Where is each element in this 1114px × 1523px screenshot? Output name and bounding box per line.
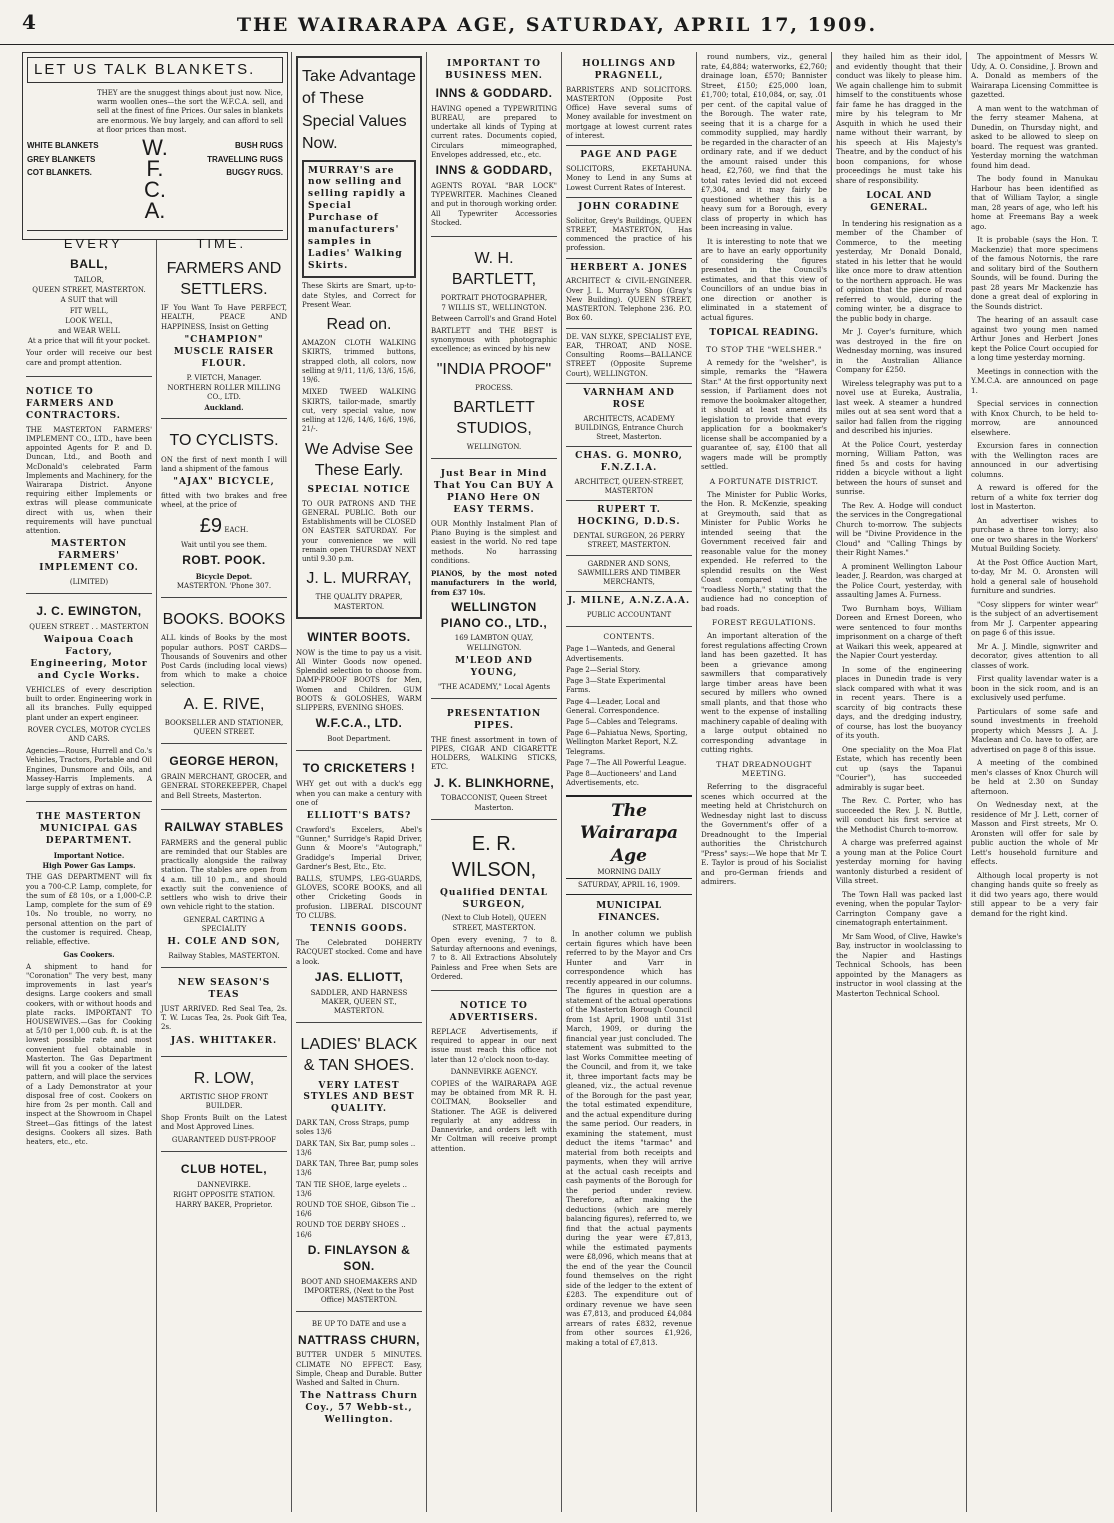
wellington-piano: WELLINGTON PIANO CO., LTD.,	[440, 599, 548, 630]
piano-body: OUR Monthly Instalment Plan of Piano Buying is the simplest and easiest in the world. No red tape methods. No harrassing conditions.	[431, 519, 557, 565]
india-proof: "INDIA PROOF"	[436, 360, 552, 378]
to-cyclists-ad	[161, 422, 287, 598]
news-paragraph: In tendering his resignation as a member of the Chamber of Commerce, to the meeting yesterday, Mr Donald Donald, stated in his letter that he would like once more to draw attention to the northern approach. He was of opinion that the piece of road referred to would, during the coming winter, be a disgrace to the public body in charge.	[836, 218, 962, 323]
jl-murray: J. L. MURRAY,	[306, 570, 412, 588]
inns-goddard-ad	[431, 52, 557, 237]
winter-headline: WINTER BOOTS.	[307, 629, 411, 644]
murray-body: These Skirts are Smart, up-to-date Styles, and Correct for Present Wear.	[302, 282, 416, 309]
contents-item: Page 2—Serial Story.	[566, 665, 641, 674]
northern-milling: NORTHERN ROLLER MILLING CO., LTD.	[167, 383, 281, 402]
farmers-headline: FARMERS AND SETTLERS.	[166, 260, 282, 299]
wilson-ad	[431, 823, 557, 991]
wp-address: 169 LAMBTON QUAY, WELLINGTON.	[454, 634, 534, 652]
rive-name: A. E. RIVE,	[183, 695, 265, 713]
blinkhorne: J. K. BLINKHORNE,	[433, 775, 555, 790]
advise-headline: We Advise See These Early.	[304, 440, 414, 479]
gas-notice: Important Notice.	[53, 851, 125, 860]
nattrass-churn-ad	[296, 1315, 422, 1435]
heron-body: GRAIN MERCHANT, GROCER, and GENERAL STOREKEEPER, Chapel and Bell Streets, Masterton.	[161, 773, 287, 800]
advertisers-body: REPLACE Advertisements, if required to appear in our next issue must reach this office not later than 12 o'clock noon to-day.	[431, 1027, 557, 1064]
news-paragraph: The Rev. A. Hodge will conduct the services in the Congregational Church to-morrow. The subjects will be "Divine Providence in the Cloud" and "Calling Things by their Right Names."	[836, 500, 962, 558]
cricketers-headline: TO CRICKETERS !	[302, 761, 416, 776]
pook-address: MASTERTON. 'Phone 307.	[176, 582, 272, 591]
books-headline: BOOKS. BOOKS	[162, 611, 286, 629]
welsher-subhead: TO STOP THE "WELSHER."	[706, 344, 822, 354]
blank-item: BUSH RUGS	[234, 140, 283, 150]
murray-ad	[296, 56, 422, 619]
dreadnought-subhead: THAT DREADNOUGHT MEETING.	[716, 759, 812, 779]
club-hotel-ad	[161, 1155, 287, 1217]
balls-line: BALLS, STUMPS, LEG-GUARDS, GLOVES, SCORE BOOKS, and all other Cricketing Goods in profusion. LIBERAL DISCOUNT TO CLUBS.	[296, 875, 422, 920]
club-body: RIGHT OPPOSITE STATION.	[173, 1190, 275, 1199]
paper-name: The Wairarapa Age	[580, 800, 678, 866]
news-paragraph: Particulars of some safe and sound investments in freehold property which Messrs J. A. J. Maclean and Co. have to offer, are advertised on page 8 of this issue.	[971, 706, 1098, 754]
r-low-ad	[161, 1060, 287, 1152]
gas-body: THE GAS DEPARTMENT will fix you a 700-C.P. Lamp, complete, for the sum of £8 10s, or a 1,000-C.P. Lamp, complete for the sum of £9 10s. No trouble, no worry, no personal attention on the part of the customer is required. Cheap, reliable, effective.	[26, 873, 152, 947]
dannevirke-head: DANNEVIRKE AGENCY.	[450, 1067, 538, 1076]
club-place: DANNEVIRKE.	[197, 1180, 251, 1189]
page-and-page: PAGE AND PAGE	[580, 150, 678, 161]
jones-sub: ARCHITECT & CIVIL-ENGINEER. Over J. L. Murray's Shop (Gray's New Building). QUEEN STREET, MASTERTON. Telephone 236. P.O. Box 60.	[566, 277, 692, 323]
finances-body: In another column we publish certain figures which have been referred to by the Mayor and Crs Hunter and Varr in correspondence which has recently appeared in our columns. The figures in question are a statement of the actual operations of the Masterton Borough Council from 1st April, 1908 until 31st March, 1909, or during the financial year just concluded. The statement was submitted to the last Works Committee meeting of the Council, and from it, we take it, three important facts may be gleaned, viz., the actual revenue of the Borough for the past year, the total estimated expenditure, and the actual expenditure during the same period. Our readers, in examining the statement, must deduct the items "tarmac" and material from both receipts and payments, when they will arrive at the actual cash receipts and cash payments of the Borough for the period under review. Therefore, after making the deductions (which are merely balancing figures), referred to, we find that the actual payments during the year were £7,813, while the estimated payments were £8,096, which means that at the end of the year the Council found themselves on the right side of the ledger to the extent of £283. The expenditure out of ordinary revenue we have seen was £7,813, and produced £4,084 arrears of rates £832, revenue from other sources £1,926, making a total of £7,813.	[566, 929, 692, 1347]
every-time: EVERY TIME.	[27, 230, 283, 252]
contents-item: Page 5—Cables and Telegrams.	[566, 718, 678, 726]
article-paragraph: round numbers, viz., general rate, £4,884; waterworks, £2,760; drainage loan, £570; Bannister Street, £150; £25,000 loan, £1,700; total, £10,084, or, say, .01 per cent. of the capital value of the Borough. The water rate, seeing that it is a charge for a commodity supplied, may hardly be regarded in the character of an ordinary rate, and if we deduct the amount raised under this head, £2,760, we find that the total rates levied did not exceed £7,304, and it may fairly be questioned whether this is a heavy sum for a Borough, every class of property in which has been increasing in value.	[701, 52, 827, 232]
pianos-line: PIANOS, by the most noted manufacturers in the world, from £37 10s.	[431, 569, 557, 597]
inns2-name: INNS & GODDARD,	[435, 162, 553, 177]
blankets-headline: LET US TALK BLANKETS.	[27, 57, 283, 83]
books-ad	[161, 601, 287, 744]
farmers-settlers-ad	[161, 250, 287, 419]
vanslyke: DE. VAN SLYKE, SPECIALIST EYE, EAR, THROAT, AND NOSE. Consulting Rooms—BALLANCE STREET (Opposite Supreme Court), WELLINGTON.	[566, 332, 692, 378]
inns2-sub: AGENTS ROYAL "BAR LOCK" TYPEWRITER. Machines Cleaned and put in thorough working order. All Typewriter Accessories Stocked.	[431, 181, 557, 227]
topical-headline: TOPICAL READING.	[709, 328, 819, 338]
news-paragraph: At the Post Office Auction Mart, to-day, Mr M. O. Aronsten will hold a general sale of household furniture and sundries.	[971, 557, 1098, 595]
ball-tailor-ad	[26, 250, 152, 377]
leader-masthead	[566, 795, 692, 896]
blank-item: TRAVELLING RUGS	[207, 154, 283, 164]
ajax-price: £9	[199, 515, 223, 538]
read-on: Read on.	[326, 316, 392, 334]
shoe-item: DARK TAN, Three Bar, pump soles 13/6	[296, 1160, 419, 1178]
finlayson-name: D. FINLAYSON & SON.	[307, 1242, 411, 1273]
contents-item: Page 1—Wanteds, and General Advertisements.	[566, 645, 676, 663]
low-name: R. LOW,	[193, 1069, 255, 1087]
nattrass-name: NATTRASS CHURN,	[298, 1332, 420, 1347]
let-us-talk-blankets-ad	[22, 52, 288, 251]
monro: CHAS. G. MONRO, F.N.Z.I.A.	[575, 451, 683, 474]
leader-date: SATURDAY, APRIL 16, 1909.	[566, 878, 692, 890]
shoe-item: TAN TIE SHOE, large eyelets .. 13/6	[296, 1180, 407, 1198]
contents-block	[566, 632, 692, 788]
wilson-sub: Qualified DENTAL SURGEON,	[440, 887, 548, 910]
tweed-skirts: MIXED TWEED WALKING SKIRTS, tailor-made, smartly cut, very special value, now selling at 12/6, 14/6, 16/6, 19/6, 21/-.	[302, 388, 416, 434]
vietch-manager: P. VIETCH, Manager.	[186, 373, 262, 382]
page-sub: SOLICITORS, EKETAHUNA. Money to Lend in any Sums at Lowest Current Rates of Interest.	[566, 165, 692, 192]
column-8	[967, 52, 1102, 1512]
blankets-intro: THEY are the snuggest things about just now. Nice, warm woollen ones—the sort the W.F.C.A. sell, and sell at the finest of fine Prices. Our sales in blankets are enormous. We buy largely, and can afford to sell at floor prices than most.	[97, 88, 283, 134]
article-paragraph: An important alteration of the forest regulations affecting Crown land has been gazetted. It has been a grievance among sawmillers that comparatively large timber areas have been secured by millers who owned small plants, and that those who went to the expense of installing machinery capable of dealing with a large output obtained no corresponding advantage in cutting rights.	[701, 631, 827, 755]
limited: (LIMITED)	[69, 578, 109, 586]
blank-item: COT BLANKETS.	[27, 168, 92, 178]
wilson-hours: Open every evening, 7 to 8. Saturday afternoons and evenings, 7 to 8. All Extractions Absolutely Painless and Free when Sets are Ordered.	[431, 935, 557, 981]
special-body: TO OUR PATRONS AND THE GENERAL PUBLIC. Both our Establishments will be CLOSED ON EASTER SATURDAY. For your convenience we will remain open THURSDAY NEXT until 9.30 p.m.	[302, 499, 416, 564]
article-paragraph: A remedy for the "welsher", is simple, remarks the "Hawera Star." At the first opportunity next session, if Parliament does not remove the bookmaker altogether, it should at least amend its legislation to provide that every application for a bookmaker's license shall be accompanied by a guarantee of, say, £100 that all wagers made will be promptly settled.	[701, 357, 827, 472]
column-5	[562, 52, 697, 1512]
news-paragraph: The Town Hall was packed last evening, when the popular Taylor-Carrington Company gave a cinematograph entertainment.	[836, 889, 962, 928]
news-paragraph: Mr Sam Wood, of Clive, Hawke's Bay, instructor in woolclassing to the Napier and Hastings Technical Schools, has been appointed by the Managers as instructor in wool classing at the Masterton Technical School.	[836, 931, 962, 998]
hocking-sub: DENTAL SURGEON, 26 PERRY STREET, MASTERTON.	[573, 532, 685, 550]
carting: GENERAL CARTING A SPECIALITY	[183, 915, 265, 933]
ewington-ad	[26, 597, 152, 802]
news-paragraph: Two Burnham boys, William Doreen and Ernest Doreen, who were sentenced to four months imprisonment on a charge of theft at Waikari this week, appeared at the Napier Court yesterday.	[836, 603, 962, 661]
contents-item: Page 7—The All Powerful League.	[566, 758, 687, 767]
news-paragraph: The body found in Manukau Harbour has been identified as that of William Taylor, a single man, 28 years of age, who left his home at Freemans Bay a week ago.	[971, 174, 1098, 231]
churn-head: BE UP TO DATE and use a	[311, 1320, 407, 1329]
copies-body: COPIES of the WAIRARAPA AGE may be obtained from MR R. H. COLTMAN, Bookseller and Stationer. The AGE is delivered regularly at any address in Dannevirke, and orders left with Mr Coltman will receive prompt attention.	[431, 1079, 557, 1153]
news-paragraph: A prominent Wellington Labour leader, J. Reardon, was charged at the Police Court, yesterday, with assaulting James A. Furness.	[836, 561, 962, 600]
bartlett-ad	[431, 240, 557, 459]
ball-line: and WEAR WELL	[58, 327, 120, 335]
morning-daily: MORNING DAILY	[597, 867, 661, 876]
cricketers-ad	[296, 754, 422, 1023]
news-paragraph: First quality lavendar water is a boon in the sick room, and is an exclusively used perfume.	[971, 674, 1098, 702]
ladies-sub: VERY LATEST STYLES AND BEST QUALITY.	[303, 1080, 415, 1115]
fortunate-subhead: A FORTUNATE DISTRICT.	[709, 476, 819, 486]
cyclists-body: ON the first of next month I will land a shipment of the famous	[161, 455, 287, 473]
forest-subhead: FOREST REGULATIONS.	[712, 618, 816, 628]
cole-sub: Railway Stables, MASTERTON.	[168, 952, 280, 960]
news-paragraph: An advertiser wishes to purchase a three ton lorry; also one or two shares in the Workers' Mutual Building Society.	[971, 515, 1098, 553]
wilson-name: E. R. WILSON,	[451, 832, 537, 882]
farmers-body: IF You Want To Have PERFECT, HEALTH, PEACE AND HAPPINESS, Insist on Getting	[161, 304, 287, 331]
waipoua-body: VEHICLES of every description built to order. Engineering work in all its branches. Fully equipped plant under an expert engineer.	[26, 685, 152, 722]
news-paragraph: A meeting of the combined men's classes of Knox Church will be held at 2.30 on Sunday afternoon.	[971, 758, 1098, 796]
special-notice: SPECIAL NOTICE	[307, 484, 411, 495]
advertisers-head: NOTICE TO ADVERTISERS.	[449, 1001, 539, 1023]
bartlett-studios: BARTLETT STUDIOS,	[453, 398, 535, 438]
column-2	[157, 52, 292, 1512]
blankets-grid	[27, 134, 283, 223]
gas-cookers: Gas Cookers.	[63, 950, 115, 960]
ball-note: Your order will receive our best care and prompt attention.	[26, 349, 152, 367]
blank-item: WHITE BLANKETS	[27, 140, 99, 150]
article-paragraph: Referring to the disgraceful scenes which occurred at the meeting held at Christchurch on Wednesday night last to discuss the Government's offer of a Dreadnought to the Imperial authorities the Christchurch "Press" says:—We hope that Mr T. E. Taylor is proud of his Socialist and pro-German friends and admirers.	[701, 782, 827, 887]
agents-line: Agencies—Rouse, Hurrell and Co.'s Vehicles, Tractors, Portable and Oil Engines, Dunsmore and Oils, and Massey-Harris Implements. A large supply of extras on hand.	[26, 747, 152, 793]
wilson-address: (Next to Club Hotel), QUEEN STREET, MASTERTON.	[441, 914, 547, 932]
news-paragraph: One speciality on the Moa Flat Estate, which has recently been cut up (says the Tapanui "Courier"), has succeeded admirably is sugar beet.	[836, 744, 962, 792]
cricket-list: Crawford's Excelers, Abel's "Gunner," Surridge's Rapid Driver, Gunn & Moore's "Autograph," Gradidge's Imperial Driver, Gardner's Best, Etc., Etc.	[296, 825, 422, 871]
local-general-headline: LOCAL AND GENERAL.	[866, 191, 932, 213]
jl-sub: THE QUALITY DRAPER, MASTERTON.	[315, 593, 403, 611]
column-3	[292, 52, 427, 1512]
news-paragraph: Meetings in connection with the Y.M.C.A. are announced on page 1.	[971, 366, 1098, 395]
finances-headline: MUNICIPAL FINANCES.	[596, 901, 662, 924]
bartlett-trade: PORTRAIT PHOTOGRAPHER,	[440, 294, 548, 303]
cookers-body: A shipment to hand for "Coronation" The very best, many improvements in last year's designs. Large cookers and small cookers, with or without hoods and plate racks. IMPORTANT TO HOUSEWIVES.—Gas for Cooking at 5/10 per 1,000 cub. ft. is at the lowest possible rate and most convenient fuel obtainable in Masterton. The Gas Department will fit you a cooker of the latest pattern, and will place the services of a Lady Demonstrator at your disposal free of cost. Cookers on hire from 2s per month. Call and inspect at the Showroom in Chapel Street—Gas fittings of the latest designs. Cookers all sizes. Bath heaters, etc., etc.	[26, 962, 152, 1147]
contents-item: Page 6—Pahiatua News, Sporting, Wellington Market Report, N.Z. Telegrams.	[566, 729, 688, 756]
contents-head: CONTENTS.	[603, 632, 655, 642]
elliott-name: JAS. ELLIOTT,	[314, 969, 404, 984]
inns-body: HAVING opened a TYPEWRITING BUREAU, are prepared to undertake all kinds of Typing at current rates. Documents copied, Circulars mimeographed, Envelopes addressed, etc., etc.	[431, 104, 557, 159]
new-teas-ad	[161, 971, 287, 1056]
cyclists-headline: TO CYCLISTS.	[169, 432, 279, 450]
pragnell: HOLLINGS AND PRAGNELL,	[582, 59, 676, 81]
ball-line: At a price that will fit your pocket.	[27, 337, 151, 346]
news-paragraph: Although local property is not changing hands quite so freely as it did two years ago, there would still appear to be a very fair demand for the right kind.	[971, 870, 1098, 918]
article-paragraph: they hailed him as their idol, and evidently thought that their conduct was likely to please him. We again challenge him to submit himself to the constituents whose fair fame he has dragged in the mire by his telegram to Mr Asquith in which he used their name without their warrant, by his speech at His Majesty's Theatre, and by the conduct of his boon companions, for whose proceedings he must take his share of responsibility.	[836, 52, 962, 185]
blink-sub: TOBACCONIST, Queen Street Masterton.	[440, 794, 548, 812]
milne-sub: PUBLIC ACCOUNTANT	[586, 611, 672, 620]
news-paragraph: Mr A. J. Mindle, signwriter and decorator, gives attention to all classes of work.	[971, 641, 1098, 670]
varnham-sub: ARCHITECTS, ACADEMY BUILDINGS, Entrance Church Street, Masterton.	[574, 414, 684, 441]
varnham: VARNHAM AND ROSE	[583, 387, 675, 410]
ball-address: QUEEN STREET, MASTERTON.	[32, 286, 146, 295]
piano-ad	[431, 462, 557, 698]
gas-headline: THE MASTERTON MUNICIPAL GAS DEPARTMENT.	[36, 812, 142, 847]
news-paragraph: On Wednesday next, at the residence of Mr J. Lett, corner of Masson and First streets, Mr O. Aronsten will offer for sale by public auction the whole of Mr Lett's household furniture and effects.	[971, 800, 1098, 866]
champion-flour: "CHAMPION" MUSCLE RAISER FLOUR.	[173, 334, 275, 369]
newspaper-columns	[22, 52, 1102, 1512]
low-body: Shop Fronts Built on the Latest and Most Approved Lines.	[161, 1114, 287, 1132]
inns-name: INNS & GODDARD.	[435, 85, 553, 100]
news-paragraph: The Rev. C. Porter, who has succeeded the Rev. J. N. Buttle, will conduct his first service at the Methodist Church to-morrow.	[836, 796, 962, 834]
rive-trade: BOOKSELLER AND STATIONER, QUEEN STREET.	[164, 718, 284, 737]
cole-name: H. COLE AND SON,	[167, 937, 281, 948]
winter-body: NOW is the time to pay us a visit. All Winter Goods now opened. Splendid selection to choose from. DAMP-PROOF BOOTS for Men, Women and Children. GUM BOOTS & GOLOSHES, WARM SLIPPERS, EVENING SHOES.	[296, 648, 422, 713]
low-trade: ARTISTIC SHOP FRONT BUILDER.	[180, 1092, 268, 1110]
piano-head: Just Bear in Mind That You Can BUY A PIANO Here ON EASY TERMS.	[433, 469, 555, 516]
milne: J. MILNE, A.N.Z.A.A.	[567, 596, 691, 607]
column-6	[697, 52, 832, 1512]
amazon-skirts: AMAZON CLOTH WALKING SKIRTS, trimmed buttons, strapped cloth, all colors, now selling at 9/11, 11/6, 13/6, 15/6, 19/6.	[302, 339, 416, 385]
bartlett-best: BARTLETT and THE BEST is synonymous with photographic excellence; as evinced by his new	[431, 326, 557, 354]
dustproof: GUARANTEED DUST-PROOF	[171, 1135, 277, 1144]
ball-name: BALL,	[70, 257, 108, 271]
news-paragraph: A charge was preferred against a young man at the Police Court yesterday morning for having wantonly disturbed a resident of Villa street.	[836, 838, 962, 886]
news-paragraph: The hearing of an assault case against two young men named Arthur Jones and Herbert Jones kept the Police Court occupied for a long time yesterday morning.	[971, 315, 1098, 362]
hocking: RUPERT T. HOCKING, D.D.S.	[577, 505, 681, 528]
contents-item: Page 4—Leader, Local and General. Correspondence.	[566, 697, 661, 715]
monro-sub: ARCHITECT, QUEEN-STREET, MASTERTON	[574, 477, 684, 496]
contents-item: Page 3—State Experimental Farms.	[566, 677, 666, 695]
news-paragraph: Special services in connection with Knox Church, to be held to-morrow, are announced elsewhere.	[971, 399, 1098, 437]
blank-item: GREY BLANKETS	[27, 154, 96, 164]
column-7	[832, 52, 967, 1512]
elliott-sub: SADDLER, AND HARNESS MAKER, QUEEN ST., MASTERTON.	[310, 988, 408, 1016]
bartlett-between: Between Carroll's and Grand Hotel	[431, 314, 557, 323]
books-body: ALL kinds of Books by the most popular authors. POST CARDS—Thousands of Souvenirs and other Post Cards (including local views) from which to make a choice selection.	[161, 634, 287, 689]
coradine-sub: Solicitor, Grey's Buildings, QUEEN STREET, MASTERTON, Has commenced the practice of his profession.	[566, 216, 692, 253]
pipes-head: PRESENTATION PIPES.	[446, 708, 542, 731]
newspaper-header-title: THE WAIRARAPA AGE, SATURDAY, APRIL 17, 1909.	[236, 14, 878, 36]
robt-pook: ROBT. POOK.	[182, 553, 266, 568]
shoe-item: DARK TAN, Cross Straps, pump soles 13/6	[296, 1119, 409, 1137]
cricket-body: WHY get out with a duck's egg when you can make a century with one of	[296, 780, 422, 807]
ajax-each: EACH.	[224, 526, 249, 535]
column-4	[427, 52, 562, 1512]
elliott-bats: ELLIOTT'S BATS?	[306, 810, 412, 821]
ball-trade: TAILOR,	[74, 275, 104, 284]
wfca-logo: W. F. C. A.	[142, 134, 168, 223]
shoe-item: DARK TAN, Six Bar, pump soles .. 13/6	[296, 1139, 416, 1157]
wfca-sub: Boot Department.	[327, 735, 391, 744]
churn-co: The Nattrass Churn Coy., 57 Webb-st., Wellington.	[300, 1391, 418, 1426]
notice-headline: NOTICE TO FARMERS AND CONTRACTORS.	[26, 386, 121, 421]
jones: HERBERT A. JONES	[570, 262, 688, 273]
tennis-body: The Celebrated DOHERTY RACQUET stocked. Come and have a look.	[296, 939, 422, 966]
news-paragraph: At the Police Court, yesterday morning, William Patton, was fined 5s and costs for having ridden a bicycle without a light between the hours of sunset and sunrise.	[836, 439, 962, 497]
coradine: JOHN CORADINE	[578, 201, 680, 212]
article-paragraph: It is interesting to note that we are to have an early opportunity of considering the figures presented in the Council's estimates, and that this view of Councillors of an undue bias in one direction or another is eliminated in a statement of actual figures.	[701, 236, 827, 322]
bartlett-address: 7 WILLIS ST., WELLINGTON.	[441, 304, 547, 313]
news-paragraph: A reward is offered for the return of a white fox terrier dog lost in Masterton.	[971, 483, 1098, 511]
teas-body: JUST ARRIVED. Red Seal Tea, 2s. T. W. Lucas Tea, 2s. Pook Gift Tea, 2s.	[161, 1004, 287, 1032]
ladies-shoes-ad	[296, 1026, 422, 1312]
ladies-headline: LADIES' BLACK & TAN SHOES.	[300, 1036, 418, 1075]
age-agents: "THE ACADEMY," Local Agents	[437, 682, 551, 691]
news-paragraph: Wireless telegraphy was put to a novel use at Eureka, Australia, last week. A steamer a hundred miles out at sea sent word that a sailor had fallen from the rigging and described his injuries.	[836, 378, 962, 436]
george-heron-ad	[161, 747, 287, 810]
page-number: 4	[22, 10, 36, 34]
ajax-body: fitted with two brakes and free wheel, at the price of	[161, 491, 287, 510]
ball-line: A SUIT that will	[60, 296, 118, 305]
club-proprietor: HARRY BAKER, Proprietor.	[175, 1201, 273, 1210]
contents-item: Page 8—Auctioneers' and Land Advertisements, etc.	[566, 770, 677, 788]
bartlett-name: W. H. BARTLETT,	[451, 249, 537, 289]
news-paragraph: "Cosy slippers for winter wear" is the subject of an advertisement from Mr J. Carpenter appearing on page 6 of this issue.	[971, 599, 1098, 637]
finlayson-sub: BOOT AND SHOEMAKERS AND IMPORTERS, (Next to the Post Office) MASTERTON.	[300, 1277, 418, 1305]
ewington-name: J. C. EWINGTON,	[36, 604, 142, 619]
shoe-item: ROUND TOE SHOE, Gibson Tie .. 16/6	[296, 1201, 416, 1219]
blank-item: BUGGY RUGS.	[226, 168, 283, 178]
notice-body: THE MASTERTON FARMERS' IMPLEMENT CO., LTD., have been appointed Agents for P. and D. Duncan, Ltd., and Booth and McDonald's celebrated Farm Implements and Machinery, for the Wairarapa District. Anyone requiring either Implements or extras will please communicate direct with us, when their requirements will have punctual attention.	[26, 425, 152, 536]
club-name: CLUB HOTEL,	[180, 1161, 268, 1176]
ewington-address: QUEEN STREET . . MASTERTON	[29, 623, 149, 632]
shoe-item: ROUND TOE DERBY SHOES .. 16/6	[296, 1221, 406, 1239]
murray-box: MURRAY'S are now selling and selling rapidly a Special Purchase of manufacturers' samples in Ladies' Walking Skirts.	[302, 160, 416, 279]
mfic-name: MASTERTON FARMERS' IMPLEMENT CO.	[39, 539, 139, 574]
tennis-head: TENNIS GOODS.	[310, 924, 408, 935]
rover-line: ROVER CYCLES, MOTOR CYCLES AND CARS.	[27, 725, 151, 743]
whittaker: JAS. WHITTAKER.	[170, 1035, 278, 1046]
news-paragraph: In some of the engineering places in Dunedin trade is very slack compared with what it was in recent years. There is a scarcity of big contracts these days, and the dredging industry, of course, has lost the buoyancy of its youth.	[836, 664, 962, 741]
masthead	[0, 0, 1114, 45]
churn-body: BUTTER UNDER 5 MINUTES. CLIMATE NO EFFECT. Easy, Simple, Cheap and Durable. Butter Washed and Salted in Churn.	[296, 1351, 422, 1388]
ball-line: LOOK WELL,	[65, 316, 113, 325]
advertisers-notice	[431, 994, 557, 1162]
heron-name: GEORGE HERON,	[169, 754, 279, 769]
gardner: GARDNER AND SONS, SAWMILLERS AND TIMBER MERCHANTS,	[577, 559, 681, 587]
process: PROCESS.	[475, 383, 513, 392]
winter-boots-ad	[296, 623, 422, 752]
news-paragraph: A man went to the watchman of the ferry steamer Mahena, at Dunedin, on Thursday night, and asked to be allowed to sleep on board. The request was granted. Yesterday morning the watchman found him dead.	[971, 103, 1098, 170]
railway-stables-ad	[161, 813, 287, 968]
ajax-bicycle: "AJAX" BICYCLE,	[173, 477, 275, 488]
gas-lamps: High Power Gas Lamps.	[42, 861, 136, 871]
article-paragraph: The Minister for Public Works, the Hon. R. McKenzie, speaking at Greymouth, said that as Minister for Public Works he intended seeing that the Government received fair and reasonable value for the money expended. He referred to the splendid results on the West Coast compared with the "roadless North," stating that the audience had no conception of bad roads.	[701, 489, 827, 613]
professional-cards	[566, 52, 692, 627]
ball-line: FIT WELL,	[69, 306, 109, 315]
wait-line: Wait until you see them.	[181, 540, 267, 549]
news-paragraph: It is probable (says the Hon. T. Mackenzie) that more specimens of the famous Notornis, the rare and solitary bird of the Southern Sounds, will be found. During the past 28 years Mr Mackenzie has done a great deal of exploring in the Sounds district.	[971, 235, 1098, 311]
teas-headline: NEW SEASON'S TEAS	[177, 978, 271, 1001]
pipes-ad	[431, 702, 557, 820]
waipoua-head: Waipoua Coach Factory, Engineering, Motor and Cycle Works.	[30, 635, 148, 681]
news-paragraph: The appointment of Messrs W. Udy, A. O. Considine, J. Brown and A. Donald as members of the Wairarapa Licensing Committee is gazetted.	[971, 52, 1098, 99]
news-paragraph: Excursion fares in connection with the Wellington races are announced in our advertising columns.	[971, 441, 1098, 479]
wfca-name: W.F.C.A., LTD.	[315, 716, 403, 731]
news-paragraph: Mr J. Coyer's furniture, which was destroyed in the fire on Wednesday morning, was insured in the Australian Alliance Company for £250.	[836, 327, 962, 375]
mcleod: M'LEOD AND YOUNG,	[455, 655, 533, 678]
auckland: Auckland.	[204, 403, 244, 413]
advantage-headline: Take Advantage of These Special Values Now.	[302, 68, 416, 153]
important-head: IMPORTANT TO BUSINESS MEN.	[445, 59, 543, 81]
studios-city: WELLINGTON.	[466, 443, 522, 452]
pipes-body: THE finest assortment in town of PIPES, CIGAR AND CIGARETTE HOLDERS, WALKING STICKS, ETC.	[431, 735, 557, 772]
gas-department-ad	[26, 805, 152, 1155]
stables-headline: RAILWAY STABLES	[164, 819, 284, 834]
bicycle-depot: Bicycle Depot.	[195, 571, 253, 581]
pragnell-sub: BARRISTERS AND SOLICITORS. MASTERTON (Opposite Post Office) Have several sums of Money available for investment on mortgage at lowest current rates of interest.	[566, 85, 692, 140]
stables-body: FARMERS and the general public are reminded that our Stables are practically alongside the railway station. The stables are open from 4 a.m. till 10 p.m., and should exactly suit the convenience of settlers who wish to drive their own vehicle right to the station.	[161, 838, 287, 912]
notice-to-farmers-ad	[26, 380, 152, 594]
